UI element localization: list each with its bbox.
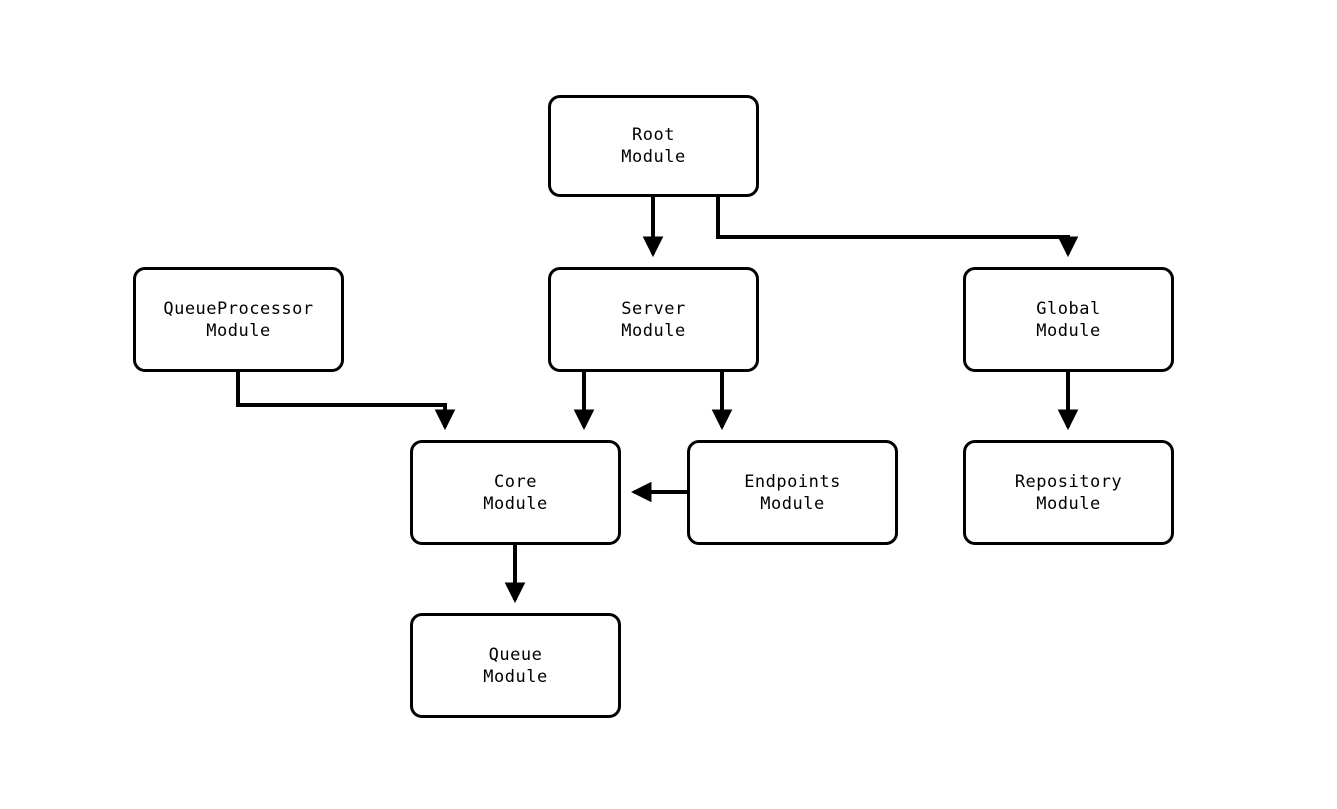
edge-root-to-global [718, 197, 1068, 254]
node-label-line2: Module [1036, 320, 1101, 341]
node-endpoints-module[interactable] [687, 440, 898, 545]
node-label-line1: Queue [488, 644, 543, 665]
node-label-line2: Module [483, 493, 548, 514]
node-label-line1: Repository [1014, 471, 1123, 492]
node-label-line2: Module [1036, 493, 1101, 514]
node-label-line2: Module [483, 666, 548, 687]
node-queueprocessor-module[interactable] [133, 267, 344, 372]
node-core-module[interactable] [410, 440, 621, 545]
node-server-module[interactable] [548, 267, 759, 372]
node-label-line1: Core [494, 471, 537, 492]
node-repository-module[interactable] [963, 440, 1174, 545]
node-label-line2: Module [760, 493, 825, 514]
node-label-line1: Server [621, 298, 686, 319]
node-queue-module[interactable] [410, 613, 621, 718]
node-label-line1: Global [1036, 298, 1101, 319]
node-label-line1: Root [632, 125, 675, 145]
node-label-line2: Module [206, 320, 271, 341]
node-label-line2: Module [621, 147, 686, 167]
node-root-module[interactable] [548, 95, 759, 197]
node-label-line1: Endpoints [744, 471, 841, 492]
edge-queueprocessor-to-core [238, 372, 445, 427]
node-label-line2: Module [621, 320, 686, 341]
node-global-module[interactable] [963, 267, 1174, 372]
node-label-line1: QueueProcessor [163, 298, 314, 319]
